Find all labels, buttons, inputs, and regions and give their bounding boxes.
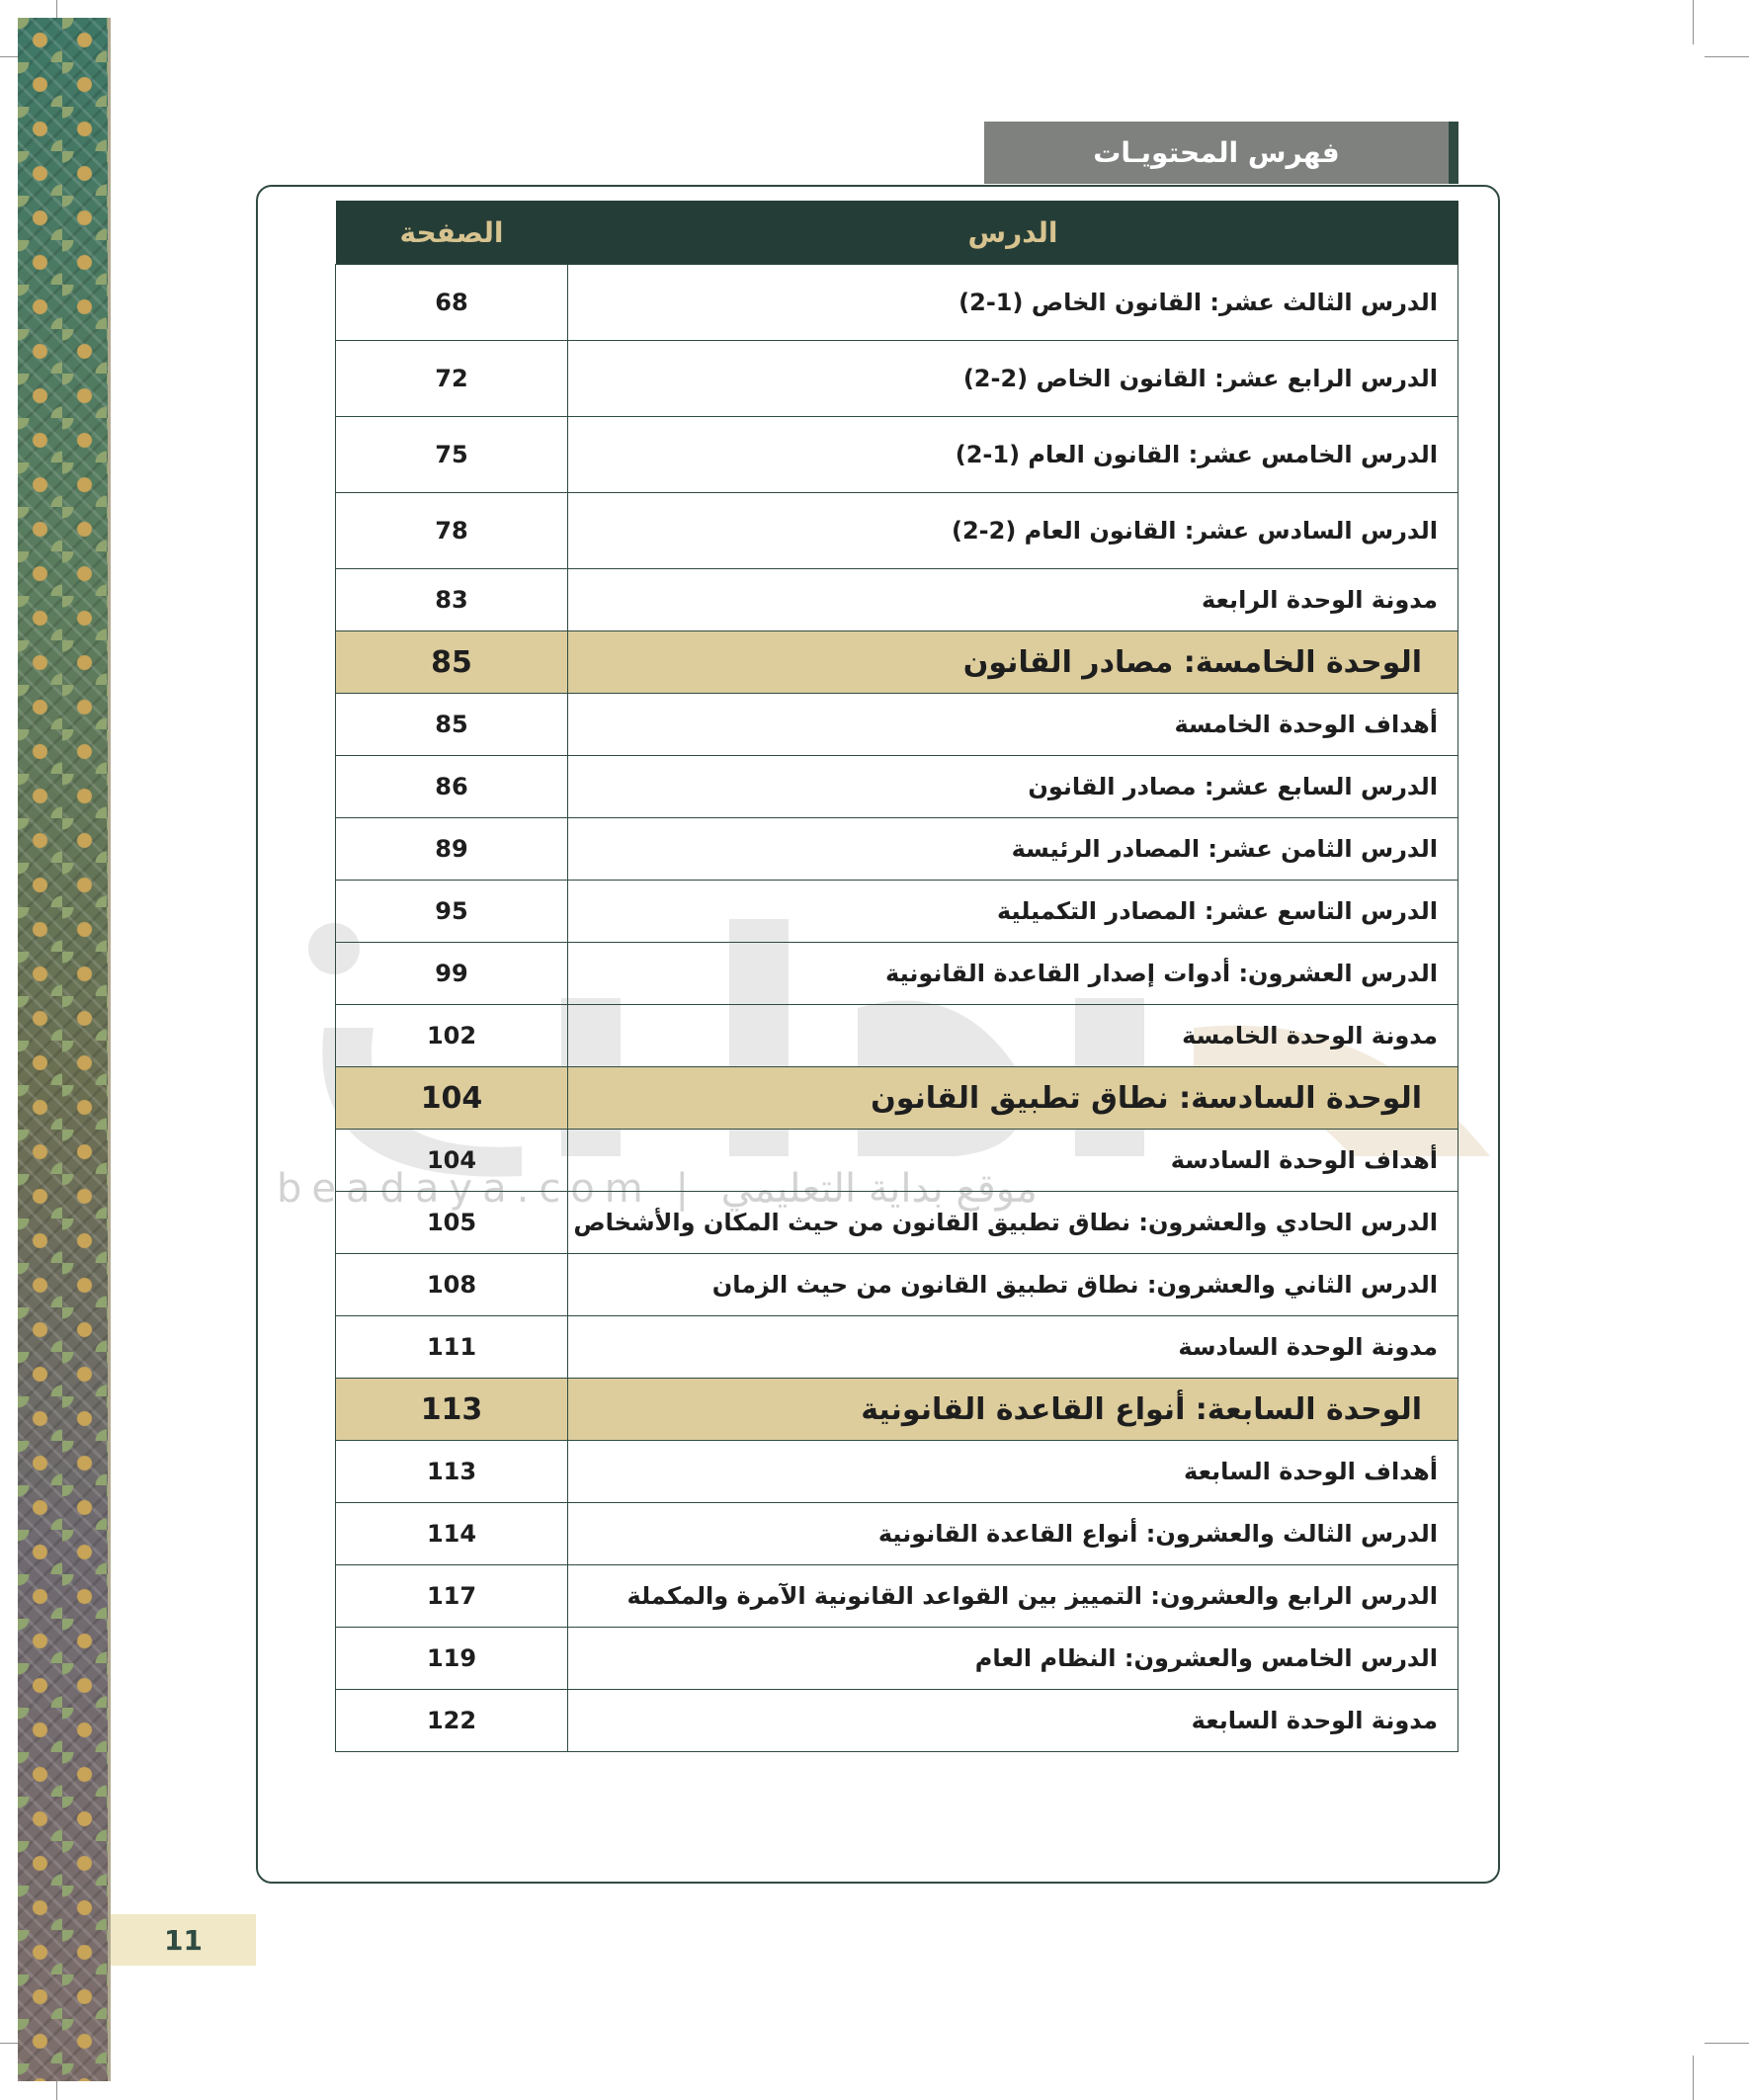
page-number-cell: 104 [336,1130,568,1192]
table-row [336,569,1458,631]
lesson-title: الدرس السابع عشر: مصادر القانون [568,756,1458,818]
page-number-cell: 108 [336,1254,568,1316]
page-number: 11 [111,1914,256,1966]
lesson-title: أهداف الوحدة السابعة [568,1441,1458,1503]
page-number-cell: 95 [336,881,568,943]
page-number-cell: 85 [336,694,568,756]
lesson-title: الدرس الثالث والعشرون: أنواع القاعدة القانونية [568,1503,1458,1565]
lesson-title: الدرس الرابع عشر: القانون الخاص (2-2) [568,341,1458,417]
lesson-title: الدرس الثالث عشر: القانون الخاص (1-2) [568,265,1458,341]
page-number-cell: 102 [336,1005,568,1067]
table-row [336,1316,1458,1379]
table-row [336,1192,1458,1254]
lesson-title: الدرس التاسع عشر: المصادر التكميلية [568,881,1458,943]
page-number-cell: 86 [336,756,568,818]
page-number-cell: 83 [336,569,568,631]
table-row [336,1690,1458,1752]
page-number-cell: 85 [336,631,568,694]
table-row [336,943,1458,1005]
table-row [336,881,1458,943]
lesson-title: الدرس الخامس والعشرون: النظام العام [568,1628,1458,1690]
page-number-cell: 89 [336,818,568,881]
unit-row [336,1067,1458,1130]
islamic-ornament-border [18,18,108,2081]
column-header-lesson: الدرس [568,201,1458,265]
table-row [336,818,1458,881]
lesson-title: أهداف الوحدة الخامسة [568,694,1458,756]
lesson-title: أهداف الوحدة السادسة [568,1130,1458,1192]
lesson-title: الدرس السادس عشر: القانون العام (2-2) [568,493,1458,569]
page-number-cell: 119 [336,1628,568,1690]
lesson-title: مدونة الوحدة السابعة [568,1690,1458,1752]
page-number-cell: 78 [336,493,568,569]
page-number-cell: 68 [336,265,568,341]
crop-mark [1693,2056,1694,2100]
contents-table [335,201,1458,1752]
lesson-title: الدرس الحادي والعشرون: نطاق تطبيق القانون من حيث المكان والأشخاص [568,1192,1458,1254]
crop-mark [1705,56,1749,57]
crop-mark [1693,0,1694,44]
unit-row [336,631,1458,694]
table-row [336,694,1458,756]
lesson-title: مدونة الوحدة السادسة [568,1316,1458,1379]
page-number-cell: 75 [336,417,568,493]
page-number-cell: 99 [336,943,568,1005]
lesson-title: مدونة الوحدة الخامسة [568,1005,1458,1067]
lesson-title: الدرس الخامس عشر: القانون العام (1-2) [568,417,1458,493]
table-row [336,1005,1458,1067]
table-row [336,1628,1458,1690]
table-row [336,417,1458,493]
lesson-title: الدرس الرابع والعشرون: التمييز بين القواعد القانونية الآمرة والمكملة [568,1565,1458,1628]
table-row [336,1130,1458,1192]
lesson-title: الدرس الثامن عشر: المصادر الرئيسة [568,818,1458,881]
page-number-cell: 111 [336,1316,568,1379]
unit-title: الوحدة السابعة: أنواع القاعدة القانونية [568,1379,1458,1441]
crop-mark [1705,2043,1749,2044]
page-number-cell: 105 [336,1192,568,1254]
table-row [336,341,1458,417]
page-number-cell: 113 [336,1379,568,1441]
unit-title: الوحدة الخامسة: مصادر القانون [568,631,1458,694]
table-row [336,1441,1458,1503]
page-number-cell: 114 [336,1503,568,1565]
table-row [336,265,1458,341]
ornament-divider [108,18,111,2081]
table-row [336,1503,1458,1565]
table-row [336,493,1458,569]
column-header-page: الصفحة [336,201,568,265]
page-number-cell: 117 [336,1565,568,1628]
page-number-cell: 72 [336,341,568,417]
unit-row [336,1379,1458,1441]
lesson-title: الدرس العشرون: أدوات إصدار القاعدة القانونية [568,943,1458,1005]
lesson-title: مدونة الوحدة الرابعة [568,569,1458,631]
table-row [336,756,1458,818]
page-number-cell: 104 [336,1067,568,1130]
unit-title: الوحدة السادسة: نطاق تطبيق القانون [568,1067,1458,1130]
watermark-text: beadaya.com | موقع بداية التعليمي [277,1166,1038,1212]
table-row [336,1254,1458,1316]
page-number-cell: 113 [336,1441,568,1503]
lesson-title: الدرس الثاني والعشرون: نطاق تطبيق القانون من حيث الزمان [568,1254,1458,1316]
page-number-cell: 122 [336,1690,568,1752]
table-row [336,1565,1458,1628]
table-header [336,201,1458,265]
table-body [336,265,1458,1752]
page-title: فهرس المحتويـات [984,122,1458,184]
